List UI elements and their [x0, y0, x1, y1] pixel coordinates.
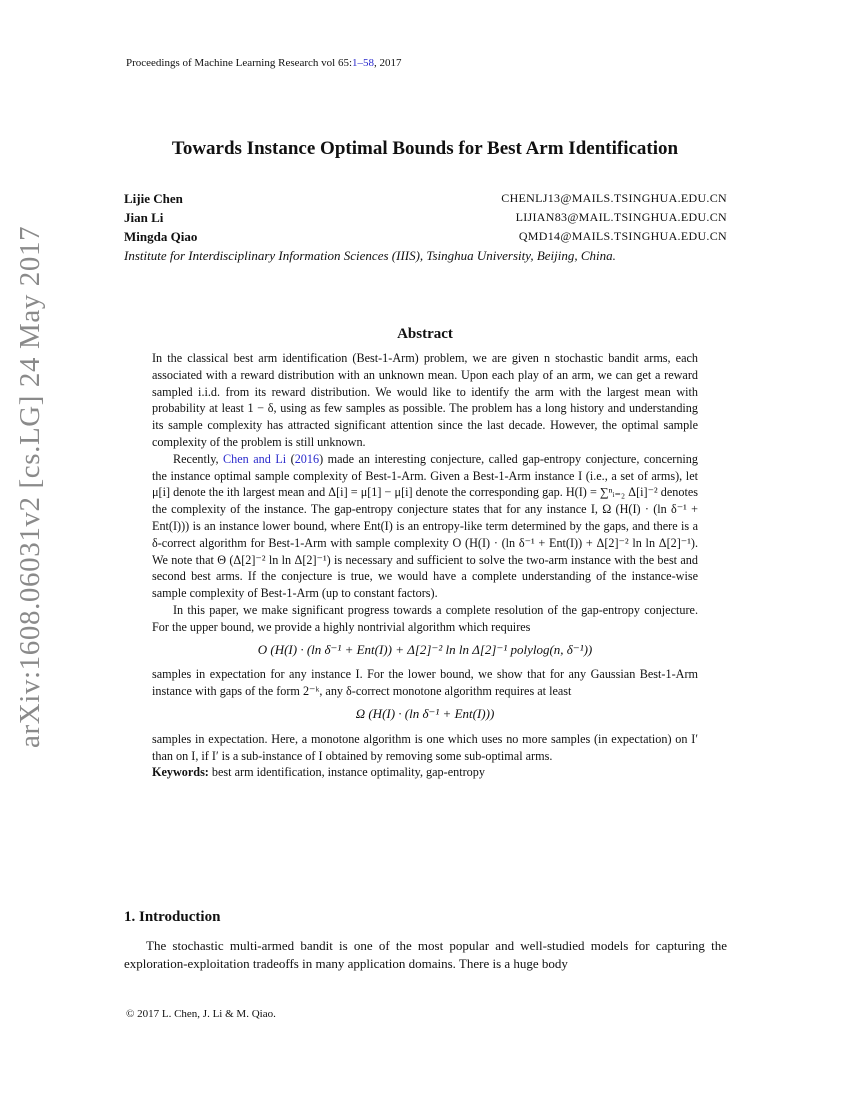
affiliation: Institute for Interdisciplinary Information Sciences (IIIS), Tsinghua University, Beijing, China. [124, 248, 616, 263]
abstract-paragraph-5: samples in expectation. Here, a monotone algorithm is one which uses no more samples (in expectation) on I′ than on I, if I′ is a sub-instance of I obtained by removing some sub-optimal arms. [152, 731, 698, 763]
arxiv-sidebar-stamp: arXiv:1608.06031v2 [cs.LG] 24 May 2017 [14, 225, 46, 748]
citation-paren-open: ( [286, 451, 295, 466]
lower-bound-equation: Ω (H(I) · (ln δ⁻¹ + Ent(I))) [355, 705, 495, 721]
author-block [124, 189, 727, 265]
copyright-footer: © 2017 L. Chen, J. Li & M. Qiao. [126, 1008, 276, 1020]
venue-text: Proceedings of Machine Learning Research vol 65: [126, 57, 353, 69]
p2-prefix: Recently, [173, 451, 224, 466]
citation-chen-li-link[interactable]: Chen and Li [223, 451, 287, 466]
author-row [124, 189, 727, 208]
citation-year-link[interactable]: 2016 [294, 451, 320, 466]
author-email: LIJIAN83@MAIL.TSINGHUA.EDU.CN [515, 210, 727, 224]
upper-bound-equation: O (H(I) · (ln δ⁻¹ + Ent(I)) + Δ[2]⁻² ln ln Δ[2]⁻¹ polylog(n, δ⁻¹)) [257, 641, 593, 657]
keywords-list: best arm identification, instance optimality, gap-entropy [208, 765, 485, 780]
journal-header [126, 57, 402, 69]
author-name: Lijie Chen [124, 191, 183, 206]
introduction-text [124, 937, 727, 973]
abstract-paragraph-1: In the classical best arm identification (Best-1-Arm) problem, we are given n stochastic bandit arms, each associated with a reward distribution with an unknown mean. Upon each play of an arm, we can get a reward sampled i.i.d. from its reward distribution. We would like to identify the arm with the largest mean with probability at least 1 − δ, using as few samples as possible. The problem has a long history and understanding its sample complexity has attracted significant attention since the last decade. However, the optimal sample complexity of the problem is still unknown. [152, 351, 698, 449]
citation-paren-close: ) [319, 451, 324, 466]
abstract-body [152, 350, 698, 781]
author-email: CHENLJ13@MAILS.TSINGHUA.EDU.CN [501, 191, 727, 205]
author-name: Mingda Qiao [124, 229, 198, 244]
keywords-label: Keywords: [152, 765, 209, 780]
header-year: , 2017 [374, 57, 402, 69]
page-range-link[interactable]: 1–58 [352, 57, 375, 69]
p2-body: made an interesting conjecture, called gap-entropy conjecture, concerning the instance optimal sample complexity of Best-1-Arm. Given a Best-1-Arm instance I (i.e., a set of arms), let μ[i] denote the ith largest mean and Δ[i] = μ[1] − μ[i] denote the corresponding gap. H(I) = ∑ⁿᵢ₌₂ Δ[i]⁻² denotes the complexity of the instance. The gap-entropy conjecture states that for any instance I, Ω (H(I) · (ln δ⁻¹ + Ent(I))) is an instance lower bound, where Ent(I) is an entropy-like term determined by the gaps, and there is a δ-correct algorithm for Best-1-Arm with sample complexity O (H(I) · (ln δ⁻¹ + Ent(I)) + Δ[2]⁻² ln ln Δ[2]⁻¹). We note that Θ (Δ[2]⁻² ln ln Δ[2]⁻¹) is necessary and sufficient to solve the two-arm instance with the best and second best arms. If the conjecture is true, we would have a complete understanding of the instance-wise sample complexity of Best-1-Arm (up to constant factors). [152, 451, 698, 601]
author-name: Jian Li [124, 210, 164, 225]
abstract-paragraph-2 [152, 451, 698, 602]
keywords-line [152, 764, 698, 781]
paper-title: Towards Instance Optimal Bounds for Best Arm Identification [171, 138, 679, 159]
intro-paragraph: The stochastic multi-armed bandit is one of the most popular and well-studied models for capturing the exploration-exploitation tradeoffs in many application domains. There is a huge body [124, 938, 727, 971]
author-row [124, 208, 727, 227]
author-email: QMD14@MAILS.TSINGHUA.EDU.CN [518, 229, 727, 243]
abstract-paragraph-3: In this paper, we make significant progress towards a complete resolution of the gap-entropy conjecture. For the upper bound, we provide a highly nontrivial algorithm which requires [152, 602, 698, 634]
abstract-heading: Abstract [397, 326, 453, 342]
author-row [124, 227, 727, 246]
abstract-paragraph-4: samples in expectation for any instance I. For the lower bound, we show that for any Gaussian Best-1-Arm instance with gaps of the form 2⁻ᵏ, any δ-correct monotone algorithm requires at least [152, 667, 698, 699]
section-heading-introduction: 1. Introduction [124, 909, 221, 925]
